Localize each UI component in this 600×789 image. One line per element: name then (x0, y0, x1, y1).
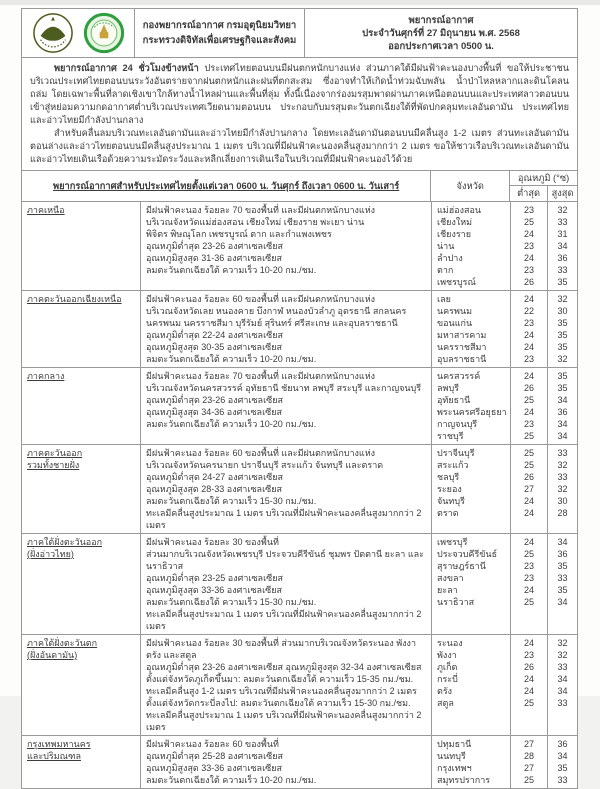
max-temp-cell (547, 445, 577, 533)
region-name-cell (22, 635, 140, 735)
province-name: กรุงเทพฯ (437, 763, 472, 773)
temp-max: 32 (557, 638, 568, 648)
temp-max: 35 (557, 383, 568, 393)
province-list-cell (431, 736, 510, 788)
temp-max: 33 (557, 698, 568, 708)
province-name: จันทบุรี (437, 496, 465, 506)
province-name: นครพนม (437, 306, 473, 316)
temp-min: 24 (523, 638, 534, 648)
forecast-detail-line: อุณหภูมิต่ำสุด 24-27 องศาเซลเซียส (146, 472, 284, 482)
forecast-detail-line: อุณหภูมิต่ำสุด 23-25 องศาเซลเซียส (146, 573, 284, 583)
temp-max: 36 (557, 253, 568, 263)
forecast-detail-line: บริเวณจังหวัดแม่ฮ่องสอน เชียงใหม่ เชียงราย พะเยา น่าน (146, 217, 365, 227)
forecast-detail-line: ทะเลมีคลื่นสูง 1-2 เมตร บริเวณที่มีฝนฟ้าคะนองคลื่นสูงมากกว่า 2 เมตร (146, 686, 417, 696)
min-temp-cell (510, 291, 547, 367)
min-temp-cell (510, 736, 547, 788)
province-list-cell (431, 534, 510, 634)
province-name: นนทบุรี (437, 751, 466, 761)
temp-min: 27 (523, 484, 534, 494)
temp-min: 25 (523, 431, 534, 441)
province-name: เพชรบูรณ์ (437, 277, 476, 287)
forecast-detail-line: อุณหภูมิต่ำสุด 23-26 องศาเซลเซียส (146, 395, 284, 405)
region-name: ภาคตะวันออกเฉียงเหนือ (27, 294, 122, 304)
region-row (22, 534, 577, 635)
min-temp-cell (510, 635, 547, 735)
province-name: นครราชสีมา (437, 342, 487, 352)
region-name: ภาคใต้ฝั่งตะวันตก (27, 638, 98, 648)
region-name: กรุงเทพมหานคร (27, 739, 91, 749)
province-name: สงขลา (437, 573, 464, 583)
region-forecast-cell (140, 635, 431, 735)
temp-max: 30 (557, 306, 568, 316)
temp-max: 32 (557, 205, 568, 215)
region-forecast-cell (140, 368, 431, 444)
region-forecast-cell (140, 445, 431, 533)
max-temp-cell (547, 368, 577, 444)
temp-min: 23 (523, 241, 534, 251)
forecast-detail-line: มีฝนฟ้าคะนอง ร้อยละ 60 ของพื้นที่ (146, 739, 279, 749)
province-name: กาญจนบุรี (437, 419, 478, 429)
region-name-cell (22, 291, 140, 367)
region-forecast-cell (140, 291, 431, 367)
temp-min: 26 (523, 662, 534, 672)
max-temp-cell (547, 291, 577, 367)
province-name: กระบี่ (437, 674, 458, 684)
forecast-detail-line: ทะเลมีคลื่นสูงประมาณ 1 เมตร บริเวณที่มีฝนฟ้าคะนองคลื่นสูงมากกว่า 2 เมตร (146, 710, 422, 732)
temp-min: 22 (523, 306, 534, 316)
forecast-detail-line: นครพนม นครราชสีมา บุรีรัมย์ สุรินทร์ ศรีสะเกษ และอุบลราชธานี (146, 318, 398, 328)
province-name: อุบลราชธานี (437, 354, 487, 364)
temp-max: 34 (557, 241, 568, 251)
temp-min: 24 (523, 407, 534, 417)
region-name-cell (22, 202, 140, 290)
forecast-detail-line: อุณหภูมิสูงสุด 30-35 องศาเซลเซียส (146, 342, 283, 352)
province-name: ตราด (437, 508, 459, 518)
bulletin-title-line1: พยากรณ์อากาศ (408, 14, 474, 26)
temp-max: 32 (557, 294, 568, 304)
temp-min: 25 (523, 775, 534, 785)
forecast-detail-line: ทะเลมีคลื่นสูงประมาณ 1 เมตร บริเวณที่มีฝนฟ้าคะนองคลื่นสูงมากกว่า 2 เมตร (146, 609, 422, 631)
synopsis-paragraph-2: สำหรับคลื่นลมบริเวณทะเลอันดามันและอ่าวไทยมีกำลังปานกลาง โดยทะเลอันดามันตอนบนมีคลื่นสูง 1-2 เมตร ส่วนทะเลอันดามันตอนล่างและอ่าวไทยตอนบนมีคลื่นสูงประมาณ 1 เมตร บริเวณที่มีฝนฟ้าคะนองคลื่นสูงมากกว่า 2 เมตร ขอให้ชาวเรือบริเวณทะเลอันดามันและอ่าวไทยเดินเรือด้วยความระมัดระวังและหลีกเลี่ยงการเดินเรือในบริเวณที่มีฝนฟ้าคะนองไว้ด้วย (30, 128, 569, 164)
temp-max: 34 (557, 674, 568, 684)
forecast-detail-line: อุณหภูมิสูงสุด 28-33 องศาเซลเซียส (146, 484, 283, 494)
temp-min: 26 (523, 277, 534, 287)
logo-cell (22, 9, 134, 57)
temp-min: 23 (523, 265, 534, 275)
region-name: (ฝั่งอ่าวไทย) (27, 549, 74, 559)
temp-min: 23 (523, 354, 534, 364)
temp-min: 23 (523, 573, 534, 583)
temp-min: 25 (523, 698, 534, 708)
temp-max: 35 (557, 561, 568, 571)
region-name: ภาคตะวันออก (27, 448, 83, 458)
province-name: น่าน (437, 241, 455, 251)
bulletin-title (304, 9, 577, 57)
forecast-detail-line: ลมตะวันตกเฉียงใต้ ความเร็ว 10-20 กม./ชม. (146, 775, 317, 785)
temp-min: 23 (523, 205, 534, 215)
forecast-detail-line: อุณหภูมิต่ำสุด 25-28 องศาเซลเซียส (146, 751, 284, 761)
temp-max: 30 (557, 496, 568, 506)
region-name: และปริมณฑล (27, 751, 81, 761)
forecast-detail-line: มีฝนฟ้าคะนอง ร้อยละ 30 ของพื้นที่ (146, 537, 279, 547)
region-row (22, 291, 577, 368)
temp-max: 33 (557, 472, 568, 482)
province-name: ภูเก็ต (437, 662, 458, 672)
province-name: ประจวบคีรีขันธ์ (437, 549, 498, 559)
region-name-cell (22, 534, 140, 634)
temp-min: 28 (523, 751, 534, 761)
temp-min: 26 (523, 383, 534, 393)
province-name: สุราษฎร์ธานี (437, 561, 486, 571)
min-temp-cell (510, 202, 547, 290)
temp-max: 35 (557, 371, 568, 381)
temp-min: 24 (523, 330, 534, 340)
temp-min: 24 (523, 674, 534, 684)
province-list-cell (431, 202, 510, 290)
forecast-detail-line: บริเวณจังหวัดนครสวรรค์ อุทัยธานี ชัยนาท ลพบุรี สระบุรี และกาญจนบุรี (146, 383, 422, 393)
forecast-region-rows (22, 202, 577, 788)
temp-max: 35 (557, 342, 568, 352)
province-name: เพชรบุรี (437, 537, 468, 547)
temp-min: 24 (523, 537, 534, 547)
temp-max: 31 (557, 229, 568, 239)
temp-max: 35 (557, 763, 568, 773)
province-name: ระนอง (437, 638, 463, 648)
province-name: ระยอง (437, 484, 462, 494)
temp-max: 34 (557, 431, 568, 441)
temp-min: 24 (523, 371, 534, 381)
province-list-cell (431, 291, 510, 367)
forecast-detail-line: อุณหภูมิสูงสุด 33-36 องศาเซลเซียส (146, 585, 283, 595)
temp-max: 33 (557, 775, 568, 785)
synopsis-paragraph-1-text: ประเทศไทยตอนบนมีฝนตกหนักบางแห่ง ส่วนภาคใต้มีฝนฟ้าคะนองบางพื้นที่ ขอให้ประชาชนบริเวณประเทศไทยตอนบนระวังอันตรายจากฝนตกหนักและฝนที่ตกสะสม ซึ่งอาจทำให้เกิดน้ำท่วมฉับพลัน น้ำป่าไหลหลากและดินโคลนถล่ม โดยเฉพาะพื้นที่ลาดเชิงเขาใกล้ทางน้ำไหลผ่านและพื้นที่ลุ่ม ทั้งนี้เนื่องจากร่องมรสุมพาดผ่านภาคเหนือตอนบนและประเทศลาวตอนบน เข้าสู่หย่อมความกดอากาศต่ำบริเวณประเทศเวียดนามตอนบน ประกอบกับมรสุมตะวันตกเฉียงใต้ที่พัดปกคลุมทะเลอันดามัน ประเทศไทย และอ่าวไทยมีกำลังปานกลาง (30, 63, 570, 125)
organization-line2: กระทรวงดิจิทัลเพื่อเศรษฐกิจและสังคม (142, 35, 297, 46)
region-name: ภาคเหนือ (27, 205, 65, 215)
temp-max: 33 (557, 573, 568, 583)
max-temp-cell (547, 202, 577, 290)
province-name: เชียงใหม่ (437, 217, 473, 227)
synopsis-paragraph-1 (30, 62, 569, 127)
forecast-detail-line: มีฝนฟ้าคะนอง ร้อยละ 60 ของพื้นที่ และมีฝนตกหนักบางแห่ง (146, 448, 376, 458)
temp-min: 24 (523, 686, 534, 696)
region-name: ภาคใต้ฝั่งตะวันออก (27, 537, 103, 547)
forecast-detail-line: มีฝนฟ้าคะนอง ร้อยละ 30 ของพื้นที่ ส่วนมากบริเวณจังหวัดระนอง พังงา ตรัง และสตูล (146, 638, 416, 660)
temp-min: 24 (523, 585, 534, 595)
temp-max: 34 (557, 419, 568, 429)
region-name: รวมทั้งชายฝั่ง (27, 460, 80, 470)
organization-title (134, 9, 304, 57)
organization-line1: กองพยากรณ์อากาศ กรมอุตุนิยมวิทยา (142, 20, 297, 31)
temp-max: 33 (557, 448, 568, 458)
temp-min: 24 (523, 496, 534, 506)
temp-min: 24 (523, 508, 534, 518)
region-name-cell (22, 736, 140, 788)
province-name: อุทัยธานี (437, 395, 471, 405)
forecast-detail-line: ลมตะวันตกเฉียงใต้ ความเร็ว 15-30 กม./ชม. (146, 597, 317, 607)
region-row (22, 202, 577, 291)
region-row (22, 635, 577, 736)
temp-min: 25 (523, 549, 534, 559)
province-name: ตรัง (437, 686, 453, 696)
temp-min: 25 (523, 217, 534, 227)
province-name: ตาก (437, 265, 454, 275)
temp-min: 24 (523, 253, 534, 263)
region-forecast-cell (140, 202, 431, 290)
temp-min: 23 (523, 419, 534, 429)
province-name: ชลบุรี (437, 472, 460, 482)
temp-min: 26 (523, 472, 534, 482)
synopsis-section (22, 58, 577, 171)
min-temp-header: ต่ำสุด (517, 188, 541, 198)
province-name: ปราจีนบุรี (437, 448, 475, 458)
region-name-cell (22, 445, 140, 533)
temp-min: 24 (523, 294, 534, 304)
temp-min: 24 (523, 342, 534, 352)
document-header (22, 9, 577, 58)
province-name: ปทุมธานี (437, 739, 472, 749)
forecast-detail-line: มีฝนฟ้าคะนอง ร้อยละ 70 ของพื้นที่ และมีฝนตกหนักบางแห่ง (146, 371, 376, 381)
temp-max: 32 (557, 650, 568, 660)
province-name: สตูล (437, 698, 454, 708)
ministry-seal-icon (32, 12, 74, 54)
bulletin-title-line2: ประจำวันศุกร์ที่ 27 มิถุนายน พ.ศ. 2568 (362, 27, 520, 39)
region-row (22, 368, 577, 445)
forecast-detail-line: ลมตะวันตกเฉียงใต้ ความเร็ว 15-30 กม./ชม. (146, 496, 317, 506)
temp-max: 32 (557, 460, 568, 470)
province-column-header: จังหวัด (430, 171, 509, 201)
page-top-edge (0, 0, 600, 5)
temperature-subheaders (510, 186, 577, 201)
temp-min: 25 (523, 460, 534, 470)
forecast-detail-line: บริเวณจังหวัดเลย หนองคาย บึงกาฬ หนองบัวลำภู อุดรธานี สกลนคร (146, 306, 407, 316)
forecast-detail-line: ลมตะวันตกเฉียงใต้ ความเร็ว 10-20 กม./ชม. (146, 419, 317, 429)
temp-max: 33 (557, 662, 568, 672)
temp-max: 35 (557, 318, 568, 328)
temp-min: 23 (523, 561, 534, 571)
region-name: ภาคกลาง (27, 371, 65, 381)
forecast-detail-line: อุณหภูมิสูงสุด 33-36 องศาเซลเซียส (146, 763, 283, 773)
province-name: ขอนแก่น (437, 318, 473, 328)
province-list-cell (431, 445, 510, 533)
province-name: ราชบุรี (437, 431, 464, 441)
forecast-detail-line: อุณหภูมิต่ำสุด 22-24 องศาเซลเซียส (146, 330, 284, 340)
temp-min: 24 (523, 229, 534, 239)
forecast-detail-line: ตั้งแต่จังหวัดกระบี่ลงไป: ลมตะวันตกเฉียงใต้ ความเร็ว 15-30 กม./ชม. (146, 698, 411, 708)
min-temp-cell (510, 534, 547, 634)
forecast-detail-line: มีฝนฟ้าคะนอง ร้อยละ 70 ของพื้นที่ และมีฝนตกหนักบางแห่ง (146, 205, 376, 215)
temp-max: 34 (557, 597, 568, 607)
tmd-seal-icon (83, 12, 125, 54)
max-temp-cell (547, 534, 577, 634)
forecast-table-header (22, 171, 577, 202)
forecast-detail-line: ตั้งแต่จังหวัดภูเก็ตขึ้นมา: ลมตะวันตกเฉียงใต้ ความเร็ว 15-35 กม./ชม. (146, 674, 414, 684)
province-list-cell (431, 635, 510, 735)
min-temp-cell (510, 445, 547, 533)
region-row (22, 736, 577, 788)
province-name: เลย (437, 294, 451, 304)
forecast-detail-line: ลมตะวันตกเฉียงใต้ ความเร็ว 10-20 กม./ชม. (146, 354, 317, 364)
temp-min: 23 (523, 318, 534, 328)
forecast-detail-line: อุณหภูมิต่ำสุด 23-26 องศาเซลเซียส อุณหภูมิสูงสุด 32-34 องศาเซลเซียส (146, 662, 422, 672)
temp-max: 32 (557, 484, 568, 494)
forecast-detail-line: ลมตะวันตกเฉียงใต้ ความเร็ว 10-20 กม./ชม. (146, 265, 317, 275)
province-name: เชียงราย (437, 229, 472, 239)
temp-min: 25 (523, 448, 534, 458)
temp-max: 34 (557, 751, 568, 761)
temp-min: 27 (523, 763, 534, 773)
temp-max: 34 (557, 686, 568, 696)
forecast-detail-line: พิจิตร พิษณุโลก เพชรบูรณ์ ตาก และกำแพงเพชร (146, 229, 332, 239)
province-name: แม่ฮ่องสอน (437, 205, 482, 215)
temp-min: 23 (523, 650, 534, 660)
temp-max: 33 (557, 217, 568, 227)
temp-max: 34 (557, 395, 568, 405)
max-temp-cell (547, 635, 577, 735)
min-temp-cell (510, 368, 547, 444)
province-name: ยะลา (437, 585, 458, 595)
forecast-detail-line: มีฝนฟ้าคะนอง ร้อยละ 60 ของพื้นที่ และมีฝนตกหนักบางแห่ง (146, 294, 376, 304)
temp-min: 25 (523, 597, 534, 607)
temp-max: 32 (557, 354, 568, 364)
region-forecast-cell (140, 736, 431, 788)
temp-max: 33 (557, 265, 568, 275)
forecast-detail-line: ทะเลมีคลื่นสูงประมาณ 1 เมตร บริเวณที่มีฝนฟ้าคะนองคลื่นสูงมากกว่า 2 เมตร (146, 508, 422, 530)
region-forecast-cell (140, 534, 431, 634)
region-row (22, 445, 577, 534)
region-name-cell (22, 368, 140, 444)
temp-max: 35 (557, 330, 568, 340)
temp-max: 28 (557, 508, 568, 518)
forecast-detail-line: ส่วนมากบริเวณจังหวัดเพชรบุรี ประจวบคีรีขันธ์ ชุมพร ปัตตานี ยะลา และนราธิวาส (146, 549, 424, 571)
region-name: (ฝั่งอันดามัน) (27, 650, 78, 660)
province-name: พังงา (437, 650, 457, 660)
province-name: สมุทรปราการ (437, 775, 491, 785)
max-temp-cell (547, 736, 577, 788)
province-name: นครสวรรค์ (437, 371, 481, 381)
bulletin-document (21, 8, 578, 789)
synopsis-lead: พยากรณ์อากาศ 24 ชั่วโมงข้างหน้า (54, 63, 199, 73)
temperature-header-label: อุณหภูมิ (°ซ) (510, 171, 577, 186)
temp-max: 34 (557, 537, 568, 547)
forecast-detail-line: อุณหภูมิสูงสุด 31-36 องศาเซลเซียส (146, 253, 283, 263)
temp-min: 25 (523, 395, 534, 405)
forecast-detail-line: บริเวณจังหวัดนครนายก ปราจีนบุรี สระแก้ว จันทบุรี และตราด (146, 460, 384, 470)
province-name: พระนครศรีอยุธยา (437, 407, 507, 417)
temp-max: 35 (557, 277, 568, 287)
bulletin-title-line3: ออกประกาศเวลา 0500 น. (388, 40, 494, 52)
province-name: สระแก้ว (437, 460, 469, 470)
forecast-detail-line: อุณหภูมิต่ำสุด 23-26 องศาเซลเซียส (146, 241, 284, 251)
province-name: ลพบุรี (437, 383, 459, 393)
province-name: นราธิวาส (437, 597, 475, 607)
province-list-cell (431, 368, 510, 444)
temp-max: 36 (557, 549, 568, 559)
temp-min: 27 (523, 739, 534, 749)
temperature-column-header (509, 171, 577, 201)
max-temp-header: สูงสุด (547, 186, 577, 201)
province-name: มหาสารคาม (437, 330, 487, 340)
temp-max: 35 (557, 585, 568, 595)
forecast-table-title: พยากรณ์อากาศสำหรับประเทศไทยตั้งแต่เวลา 0600 น. วันศุกร์ ถึงเวลา 0600 น. วันเสาร์ (52, 180, 400, 191)
province-name: ลำปาง (437, 253, 463, 263)
temp-max: 36 (557, 739, 568, 749)
forecast-detail-line: อุณหภูมิสูงสุด 34-36 องศาเซลเซียส (146, 407, 283, 417)
temp-max: 36 (557, 407, 568, 417)
